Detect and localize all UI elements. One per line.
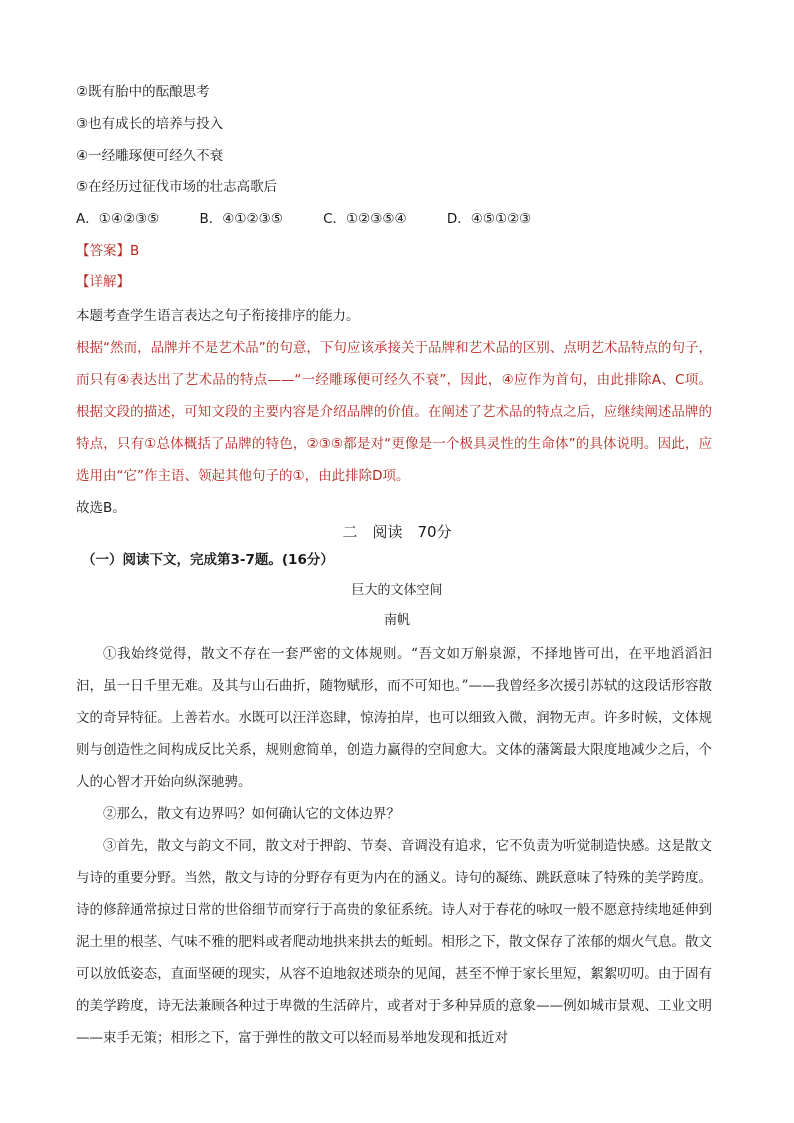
answer-choices (76, 209, 567, 229)
article-title: 巨大的文体空间 (351, 583, 443, 598)
choice-b: B．④①②③⑤ (199, 211, 283, 227)
article-author: 南帆 (383, 613, 410, 628)
explanation (76, 300, 712, 524)
article-paragraph-2: ②那么，散文有边界吗？如何确认它的文体边界？ (103, 806, 400, 822)
option-2: ②既有胎中的酝酿思考 (76, 84, 210, 100)
article-paragraph-3: ③首先，散文与韵文不同，散文对于押韵、节奏、音调没有追求，它不负责为听觉制造快感。这是散文与诗的重要分野。当然，散文与诗的分野存有更为内在的涵义。诗句的凝练、跳跃意味了特殊的美学跨度。诗的修辞通常掠过日常的世俗细节而穿行于高贵的象征系统。诗人对于春花的咏叹一般不愿意持续地延伸到泥土里的根茎、气味不雅的肥料或者爬动地拱来拱去的蚯蚓。相形之下，散文保存了浓郁的烟火气息。散文可以放低姿态，直面坚硬的现实，从容不迫地叙述琐杂的见闻，甚至不惮于家长里短，絮絮叨叨。由于固有的美学跨度，诗无法兼顾各种过于卑微的生活碎片，或者对于多种异质的意象——例如城市景观、工业文明——束手无策；相形之下，富于弹性的散文可以轻而易举地发现和抵近对 (76, 838, 712, 1046)
explanation-body: 根据“然而，品牌并不是艺术品”的句意，下句应该承接关于品牌和艺术品的区别、点明艺术品特点的句子，而只有④表达出了艺术品的特点——“一经雕琢便可经久不衰”，因此，④应作为首句，由此排除A、C项。根据文段的描述，可知文段的主要内容是介绍品牌的价值。在阐述了艺术品的特点之后，应继续阐述品牌的特点，只有①总体概括了品牌的特色，②③⑤都是对“更像是一个极具灵性的生命体”的具体说明。因此，应选用由“它”作主语、领起其他句子的①，由此排除D项。 (76, 340, 712, 484)
option-5: ⑤在经历过征伐市场的壮志高歌后 (76, 179, 278, 195)
choice-c: C．①②③⑤④ (323, 211, 407, 227)
article-body (76, 638, 712, 1054)
section-instruction: （一）阅读下文，完成第3-7题。(16分） (82, 552, 334, 568)
choice-a: A．①④②③⑤ (76, 211, 160, 227)
answer-label: 【答案】B (76, 243, 140, 259)
option-4: ④一经雕琢便可经久不衰 (76, 148, 224, 164)
section-heading: 二 阅读 70分 (342, 523, 452, 541)
option-3: ③也有成长的培养与投入 (76, 116, 224, 132)
choice-d: D．④⑤①②③ (446, 211, 532, 227)
detail-label: 【详解】 (76, 274, 130, 290)
explanation-intro: 本题考查学生语言表达之句子衔接排序的能力。 (76, 308, 360, 324)
explanation-conclusion: 故选B。 (76, 500, 126, 516)
article-paragraph-1: ①我始终觉得，散文不存在一套严密的文体规则。“吾文如万斛泉源，不择地皆可出，在平地滔滔汩汩，虽一日千里无难。及其与山石曲折，随物赋形，而不可知也。”——我曾经多次援引苏轼的这段话形容散文的奇异特征。上善若水。水既可以汪洋恣肆，惊涛拍岸，也可以细致入微，润物无声。许多时候，文体规则与创造性之间构成反比关系，规则愈简单，创造力赢得的空间愈大。文体的藩篱最大限度地减少之后，个人的心智才开始向纵深驰骋。 (76, 646, 712, 790)
